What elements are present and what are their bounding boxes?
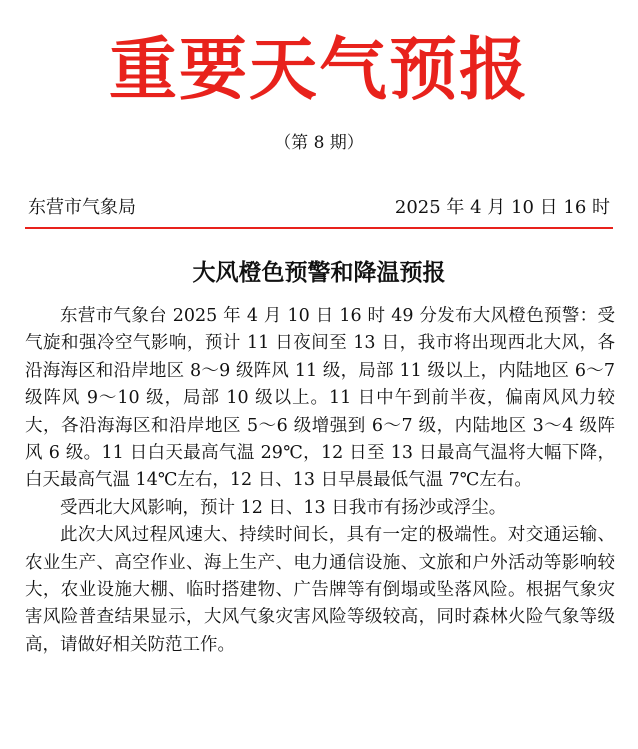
publish-datetime: 2025 年 4 月 10 日 16 时 xyxy=(394,197,610,218)
article-headline: 大风橙色预警和降温预报 xyxy=(192,260,446,286)
paragraph-dust: 受西北大风影响，预计 12 日、13 日我市有扬沙或浮尘。 xyxy=(60,497,507,518)
publisher-name: 东营市气象局 xyxy=(28,197,136,218)
masthead-title: 重要天气预报 xyxy=(108,30,529,110)
header-divider xyxy=(25,227,613,229)
paragraph-warning: 东营市气象台 2025 年 4 月 10 日 16 时 49 分发布大风橙色预警：受气旋和强冷空气影响，预计 11 日夜间至 13 日，我市将出现西北大风，各沿海海区和沿岸地区 8～9 级阵风 11 级，局部 11 级以上，内陆地区 6～7 级阵风 9～10 级，局部 10 级以上。11 日中午到前半夜，偏南风风力较大，各沿海海区和沿岸地区 5～6 级增强到 6～7 级，内陆地区 3～4 级阵风 6 级。11 日白天最高气温 29℃，12 日至 13 日最高气温将大幅下降，白天最高气温 14℃左右，12 日、13 日早晨最低气温 7℃左右。 xyxy=(25,306,615,491)
article-body xyxy=(25,303,615,659)
issue-number: （第 8 期） xyxy=(274,133,364,153)
paragraph-impact: 此次大风过程风速大、持续时间长，具有一定的极端性。对交通运输、农业生产、高空作业、海上生产、电力通信设施、文旅和户外活动等影响较大，农业设施大棚、临时搭建物、广告牌等有倒塌或坠落风险。根据气象灾害风险普查结果显示，大风气象灾害风险等级较高，同时森林火险气象等级高，请做好相关防范工作。 xyxy=(25,525,615,655)
